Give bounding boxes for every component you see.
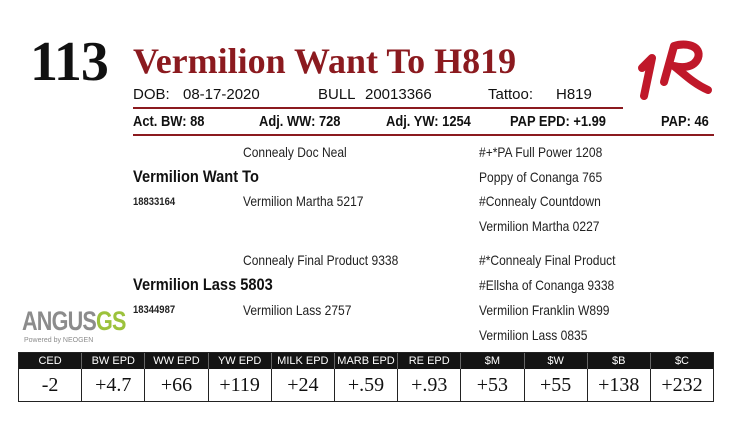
epd-value-c: +232 (661, 374, 703, 396)
epd-value-milk: +24 (272, 369, 335, 401)
epd-value-yw: +119 (209, 369, 272, 401)
adj-ww: Adj. WW: 728 (259, 113, 341, 130)
epd-values-row (19, 369, 713, 401)
epd-value-m: +53 (461, 369, 524, 401)
tattoo-value: H819 (556, 86, 592, 103)
epd-value-re: +.93 (398, 369, 461, 401)
epd-value-marb: +.59 (335, 369, 398, 401)
pap-epd: PAP EPD: +1.99 (510, 113, 606, 130)
epd-header-ced: CED (19, 353, 82, 369)
sire-dam: Vermilion Martha 5217 (243, 193, 364, 209)
dam-sire-dam: #Ellsha of Conanga 9338 (479, 277, 615, 293)
epd-header-b: $B (588, 353, 651, 369)
brand-icon (634, 38, 714, 100)
sire-name: Vermilion Want To (133, 167, 259, 186)
logo-subtitle: Powered by NEOGEN (24, 337, 94, 344)
epd-value-b: +138 (588, 369, 651, 401)
epd-value-ced: -2 (19, 369, 82, 401)
epd-header-m: $M (461, 353, 524, 369)
sex-label: BULL (318, 86, 356, 103)
epd-value-bw: +4.7 (82, 369, 145, 401)
epd-value-w: +55 (525, 369, 588, 401)
sire-sire: Connealy Doc Neal (243, 144, 347, 160)
epd-header-milk: MILK EPD (272, 353, 335, 369)
epd-value-ww: +66 (145, 369, 208, 401)
measures-divider (133, 134, 714, 136)
act-bw: Act. BW: 88 (133, 113, 205, 130)
lot-number: 113 (30, 31, 108, 93)
dob-value: 08-17-2020 (183, 86, 260, 103)
header-divider (133, 107, 623, 109)
dam-dam: Vermilion Lass 2757 (243, 302, 352, 318)
sire-sire-dam: Poppy of Conanga 765 (479, 169, 603, 185)
sire-dam-sire: #Connealy Countdown (479, 193, 601, 209)
tattoo-label: Tattoo: (488, 86, 534, 103)
dam-dam-sire: Vermilion Franklin W899 (479, 302, 610, 318)
animal-name: Vermilion Want To H819 (133, 41, 517, 81)
dam-dam-dam: Vermilion Lass 0835 (479, 327, 588, 343)
epd-header-yw: YW EPD (209, 353, 272, 369)
dam-sire: Connealy Final Product 9338 (243, 252, 399, 268)
logo-angus-text: ANGUS (22, 306, 97, 336)
epd-table (18, 352, 714, 402)
angus-gs-logo (22, 306, 132, 346)
dob-label: DOB: (133, 86, 170, 103)
sire-registration: 18833164 (133, 196, 176, 208)
epd-header-row (19, 353, 713, 369)
epd-header-bw: BW EPD (82, 353, 145, 369)
dam-name: Vermilion Lass 5803 (133, 275, 273, 294)
adj-yw: Adj. YW: 1254 (386, 113, 471, 130)
logo-gs-text: GS (96, 306, 126, 336)
dam-registration: 18344987 (133, 304, 176, 316)
pap: PAP: 46 (661, 113, 709, 130)
epd-header-re: RE EPD (398, 353, 461, 369)
sire-sire-sire: #+*PA Full Power 1208 (479, 144, 603, 160)
epd-header-marb: MARB EPD (335, 353, 398, 369)
dam-sire-sire: #*Connealy Final Product (479, 252, 616, 268)
registration-number: 20013366 (365, 86, 432, 103)
epd-header-ww: WW EPD (145, 353, 208, 369)
sire-dam-dam: Vermilion Martha 0227 (479, 218, 600, 234)
epd-header-w: $W (525, 353, 588, 369)
epd-header-c: $C (674, 355, 689, 367)
